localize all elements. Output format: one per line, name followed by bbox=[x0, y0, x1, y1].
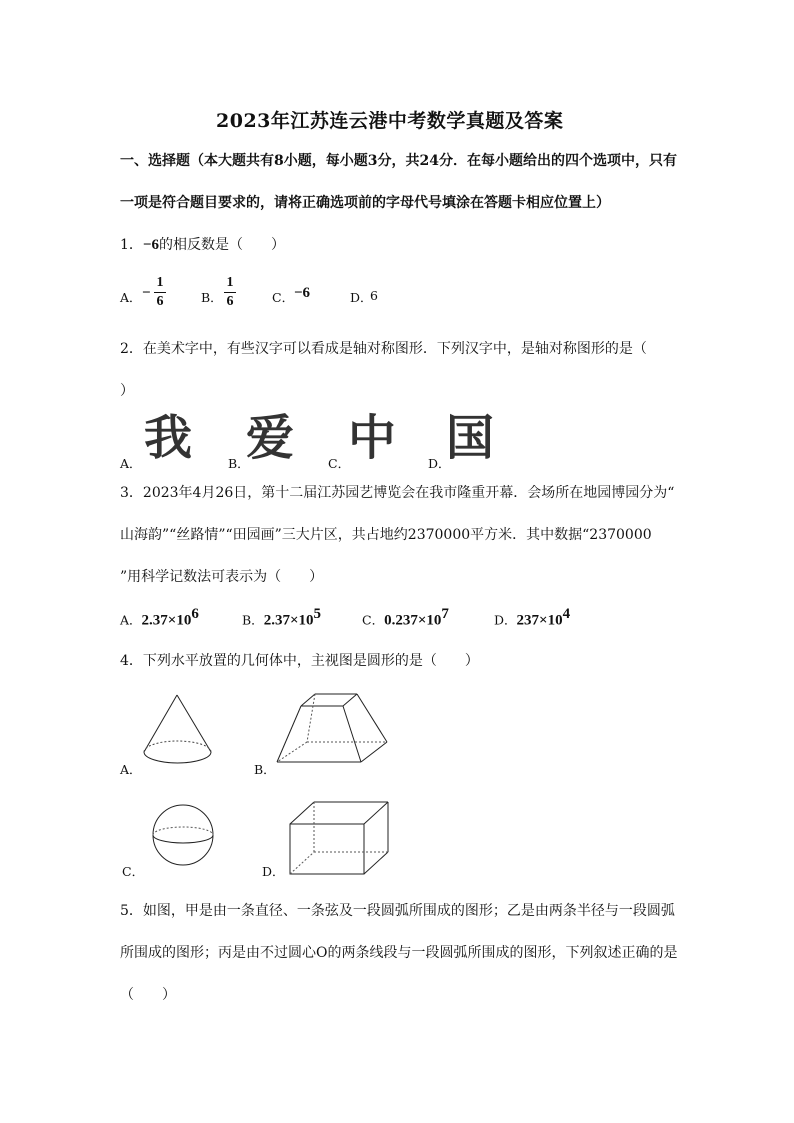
option-exponent: 4 bbox=[562, 606, 571, 622]
q1-option-a-sign: − bbox=[142, 285, 151, 301]
option-mantissa: 2.37×10 bbox=[263, 612, 314, 629]
q1-option-a-label: A． bbox=[120, 290, 142, 305]
option-mantissa: 237×10 bbox=[516, 612, 563, 629]
q2-option-b-label: B． bbox=[228, 456, 250, 471]
q1-expression: −6 bbox=[142, 237, 159, 253]
question-3-line3: ”用科学记数法可表示为（ ） bbox=[120, 569, 324, 585]
option-mantissa: 2.37×10 bbox=[141, 612, 192, 629]
question-5-line2: 所围成的图形；丙是由不过圆心O的两条线段与一段圆弧所围成的图形，下列叙述正确的是 bbox=[120, 945, 678, 961]
q2-option-d-label: D． bbox=[428, 456, 451, 471]
q1-option-a-fraction bbox=[154, 276, 166, 309]
option-exponent: 7 bbox=[441, 606, 449, 622]
q2-option-b-char: 爱 bbox=[246, 410, 295, 466]
question-5-line1: 5．如图，甲是由一条直径、一条弦及一段圆弧所围成的图形；乙是由两条半径与一段圆弧 bbox=[120, 903, 675, 919]
option-label: D． bbox=[494, 612, 517, 628]
q1-option-c-label: C． bbox=[272, 290, 295, 305]
option-label: A． bbox=[120, 612, 142, 628]
frustum-figure bbox=[275, 690, 395, 770]
option-label: C． bbox=[362, 612, 385, 628]
q3-option-b bbox=[242, 606, 321, 629]
q2-option-d-char: 国 bbox=[446, 410, 495, 466]
q2-option-a-label: A． bbox=[120, 456, 142, 471]
q3-option-d bbox=[494, 606, 570, 629]
q4-option-c-label: C． bbox=[122, 864, 145, 879]
cuboid-figure bbox=[286, 798, 396, 880]
q1-option-c-value: −6 bbox=[294, 285, 311, 301]
question-4-stem: 4．下列水平放置的几何体中，主视图是圆形的是（ ） bbox=[120, 653, 479, 669]
q1-option-b-fraction bbox=[224, 276, 236, 309]
q2-option-a-char: 我 bbox=[144, 410, 193, 466]
q4-option-d-label: D． bbox=[262, 864, 285, 879]
question-5-line3: （ ） bbox=[120, 987, 176, 1003]
q2-option-c-char: 中 bbox=[348, 410, 397, 466]
page-title: 2023年江苏连云港中考数学真题及答案 bbox=[216, 110, 564, 132]
option-mantissa: 0.237×10 bbox=[384, 612, 442, 629]
q1-stem: 的相反数是（ ） bbox=[158, 237, 285, 253]
q1-option-b-label: B． bbox=[201, 290, 223, 305]
sphere-figure bbox=[150, 795, 222, 875]
q2-option-c-label: C． bbox=[328, 456, 351, 471]
question-number: 1． bbox=[120, 237, 143, 253]
q1-option-d-label: D． bbox=[350, 290, 373, 305]
q4-option-b-label: B． bbox=[254, 762, 276, 777]
question-3-line2: 山海韵”“丝路情”“田园画”三大片区，共占地约2370000平方米．其中数据“2370000 bbox=[120, 527, 652, 543]
cone-figure bbox=[140, 690, 220, 770]
question-2-line2: ） bbox=[120, 383, 134, 399]
question-2-line1: 2．在美术字中，有些汉字可以看成是轴对称图形．下列汉字中，是轴对称图形的是（ bbox=[120, 341, 647, 357]
numerator: 1 bbox=[226, 275, 234, 290]
question-3-line1: 3．2023年4月26日，第十二届江苏园艺博览会在我市隆重开幕．会场所在地园博园分为“ bbox=[120, 485, 675, 501]
question-1 bbox=[120, 234, 285, 254]
option-label: B． bbox=[242, 612, 264, 628]
q4-option-a-label: A． bbox=[120, 762, 142, 777]
q3-option-c bbox=[362, 606, 449, 629]
denominator: 6 bbox=[156, 294, 164, 309]
section-heading-line2: 一项是符合题目要求的，请将正确选项前的字母代号填涂在答题卡相应位置上） bbox=[120, 195, 610, 211]
denominator: 6 bbox=[226, 294, 234, 309]
option-exponent: 6 bbox=[191, 606, 199, 622]
q3-option-a bbox=[120, 606, 199, 629]
q1-option-d-value: 6 bbox=[370, 288, 378, 303]
section-heading-line1: 一、选择题（本大题共有8小题，每小题3分，共24分．在每小题给出的四个选项中，只有 bbox=[120, 153, 677, 169]
numerator: 1 bbox=[156, 275, 164, 290]
option-exponent: 5 bbox=[313, 606, 321, 622]
